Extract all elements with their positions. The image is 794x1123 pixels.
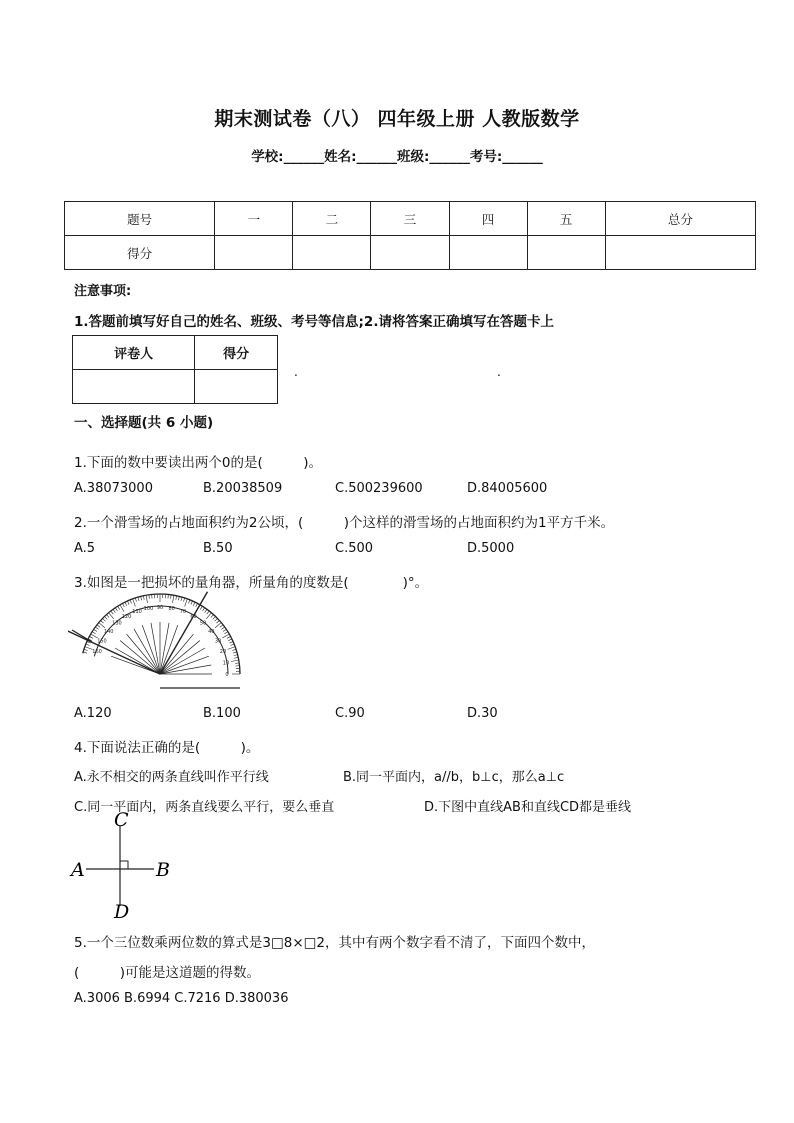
protractor-tick (200, 606, 202, 609)
grader-blank-cell[interactable] (195, 370, 278, 404)
protractor-tick (84, 649, 88, 650)
score-cell: 四 (449, 202, 527, 236)
score-row-label: 得分 (65, 236, 215, 270)
protractor-tick (188, 600, 189, 604)
protractor-tick (193, 602, 195, 606)
protractor-tick (118, 606, 120, 609)
protractor-tick (235, 663, 239, 664)
protractor-tick (224, 632, 227, 634)
protractor-label: 160 (92, 649, 102, 656)
protractor-tick (104, 616, 107, 619)
label-a: A (71, 859, 85, 881)
protractor-tick (146, 595, 147, 603)
score-cell: 二 (293, 202, 371, 236)
label-b: B (156, 859, 170, 881)
protractor-tick (202, 608, 204, 611)
protractor-tick (232, 649, 236, 650)
option[interactable]: D.84005600 (467, 481, 548, 496)
option[interactable]: A.38073000 (74, 481, 153, 496)
score-cell: 一 (215, 202, 293, 236)
option[interactable]: C.500 (335, 541, 374, 556)
protractor-tick (85, 647, 93, 650)
score-blank-cell[interactable] (605, 236, 755, 270)
protractor-tick (229, 641, 233, 643)
option[interactable]: C.同一平面内，两条直线要么平行，要么垂直 (74, 800, 335, 815)
notice-text: 1.答题前填写好自己的姓名、班级、考号等信息;2.请将答案正确填写在答题卡上 (74, 314, 554, 330)
grader-blank-cell[interactable] (73, 370, 195, 404)
protractor-tick (183, 598, 184, 602)
protractor-label: 10 (222, 660, 230, 667)
protractor-tick (228, 639, 232, 641)
option[interactable]: A.120 (74, 706, 112, 721)
protractor-tick (221, 627, 224, 629)
protractor-tick (113, 609, 115, 612)
options-line[interactable]: A.3006 B.6994 C.7216 D.380036 (74, 991, 289, 1006)
protractor-tick (234, 657, 238, 658)
protractor-tick (106, 615, 109, 618)
protractor-tick (231, 660, 239, 661)
section-title: 一、选择题(共 6 小题) (74, 415, 214, 431)
protractor-tick (83, 652, 87, 653)
score-cell: 三 (371, 202, 449, 236)
protractor-tick (97, 625, 100, 627)
protractor-label: 150 (97, 638, 107, 645)
protractor-tick (233, 652, 237, 653)
protractor-tick (130, 600, 131, 604)
option[interactable]: A.5 (74, 541, 96, 556)
protractor-tick (135, 598, 136, 602)
score-blank-cell[interactable] (215, 236, 293, 270)
protractor-tick (95, 627, 98, 629)
option[interactable]: B.20038509 (203, 481, 283, 496)
score-blank-cell[interactable] (527, 236, 605, 270)
protractor-tick (143, 596, 144, 600)
score-cell: 五 (527, 202, 605, 236)
question-stem: 2.一个滑雪场的占地面积约为2公顷，( )个这样的滑雪场的占地面积约为1平方千米。 (74, 515, 615, 531)
option[interactable]: C.90 (335, 706, 365, 721)
question-stem: 5.一个三位数乘两位数的算式是3□8×□2，其中有两个数字看不清了，下面四个数中， (74, 935, 595, 951)
protractor-inner-arc (94, 606, 228, 674)
protractor-tick (125, 602, 127, 606)
protractor-tick (141, 596, 142, 600)
protractor-label: 140 (103, 628, 114, 635)
protractor-label: 90 (156, 605, 164, 611)
question-stem: 4.下面说法正确的是( )。 (74, 740, 260, 756)
protractor-tick (89, 636, 93, 638)
protractor-tick (149, 595, 150, 599)
protractor-tick (191, 601, 193, 605)
protractor-label: 60 (190, 613, 197, 620)
protractor-label: 120 (121, 613, 132, 620)
protractor-label: 30 (214, 638, 222, 645)
perpendicular-lines-figure (68, 810, 178, 922)
protractor-tick (227, 636, 231, 638)
protractor-label: 80 (168, 606, 175, 613)
right-angle-mark (120, 861, 128, 869)
option[interactable]: B.50 (203, 541, 233, 556)
protractor-tick (207, 611, 209, 614)
protractor-tick (185, 599, 188, 607)
stray-dot: . (497, 365, 501, 379)
protractor-tick (171, 595, 172, 599)
protractor-tick (220, 625, 223, 627)
option[interactable]: B.同一平面内，a//b，b⊥c，那么a⊥c (343, 770, 565, 785)
protractor-tick (205, 609, 207, 612)
protractor-tick (133, 599, 136, 607)
grader-table (72, 335, 278, 404)
broken-protractor-figure (68, 590, 248, 690)
protractor-tick (101, 620, 104, 623)
protractor-tick (86, 644, 90, 645)
protractor-label: 100 (143, 606, 154, 613)
protractor-tick (122, 603, 124, 607)
protractor-label: 0 (225, 672, 229, 678)
label-d: D (114, 901, 130, 922)
protractor-label: 70 (179, 609, 187, 616)
option[interactable]: B.100 (203, 706, 241, 721)
score-table-score-row (65, 236, 756, 270)
label-c: C (114, 810, 129, 831)
option[interactable]: D.5000 (467, 541, 515, 556)
protractor-label: 110 (132, 609, 142, 616)
protractor-tick (234, 655, 238, 656)
protractor-tick (213, 616, 216, 619)
protractor-tick (173, 595, 174, 603)
grader-header: 评卷人 (73, 336, 195, 370)
score-blank-cell[interactable] (293, 236, 371, 270)
stray-dot: . (294, 365, 298, 379)
option[interactable]: D.30 (467, 706, 498, 721)
protractor-label: 130 (112, 620, 122, 627)
protractor-tick (178, 596, 179, 600)
protractor-tick (196, 603, 198, 607)
protractor-label: 40 (208, 628, 215, 635)
question-stem: 3.如图是一把损坏的量角器，所量角的度数是( )°。 (74, 575, 429, 591)
protractor-tick (211, 615, 214, 618)
question-stem-continued: ( )可能是这道题的得数。 (74, 965, 261, 981)
score-blank-cell[interactable] (371, 236, 449, 270)
protractor-tick (216, 620, 219, 623)
protractor-tick (223, 629, 226, 631)
score-cell: 题号 (65, 202, 215, 236)
protractor-label: 20 (219, 649, 227, 656)
protractor-tick (94, 629, 97, 631)
question-stem: 1.下面的数中要读出两个0的是( )。 (74, 455, 323, 471)
score-table (64, 201, 756, 270)
score-cell: 总分 (605, 202, 755, 236)
protractor-tick (215, 618, 218, 621)
protractor-tick (127, 601, 129, 605)
protractor-tick (228, 647, 236, 650)
protractor-tick (102, 618, 105, 621)
option[interactable]: A.永不相交的两条直线叫作平行线 (74, 770, 269, 785)
protractor-tick (230, 644, 234, 645)
score-blank-cell[interactable] (449, 236, 527, 270)
option[interactable]: C.500239600 (335, 481, 423, 496)
grader-score-header: 得分 (195, 336, 278, 370)
score-table-header-row (65, 202, 756, 236)
option[interactable]: D.下图中直线AB和直线CD都是垂线 (424, 800, 632, 815)
protractor-tick (176, 596, 177, 600)
protractor-tick (92, 632, 95, 634)
student-info-line: 学校:______姓名:______班级:______考号:______ (251, 149, 543, 165)
protractor-tick (138, 597, 139, 601)
protractor-tick (115, 608, 117, 611)
protractor-tick (111, 611, 113, 614)
notice-heading: 注意事项: (74, 284, 132, 299)
protractor-tick (181, 597, 182, 601)
page-title: 期末测试卷（八） 四年级上册 人教版数学 (214, 108, 580, 130)
protractor-label: 50 (199, 620, 207, 627)
